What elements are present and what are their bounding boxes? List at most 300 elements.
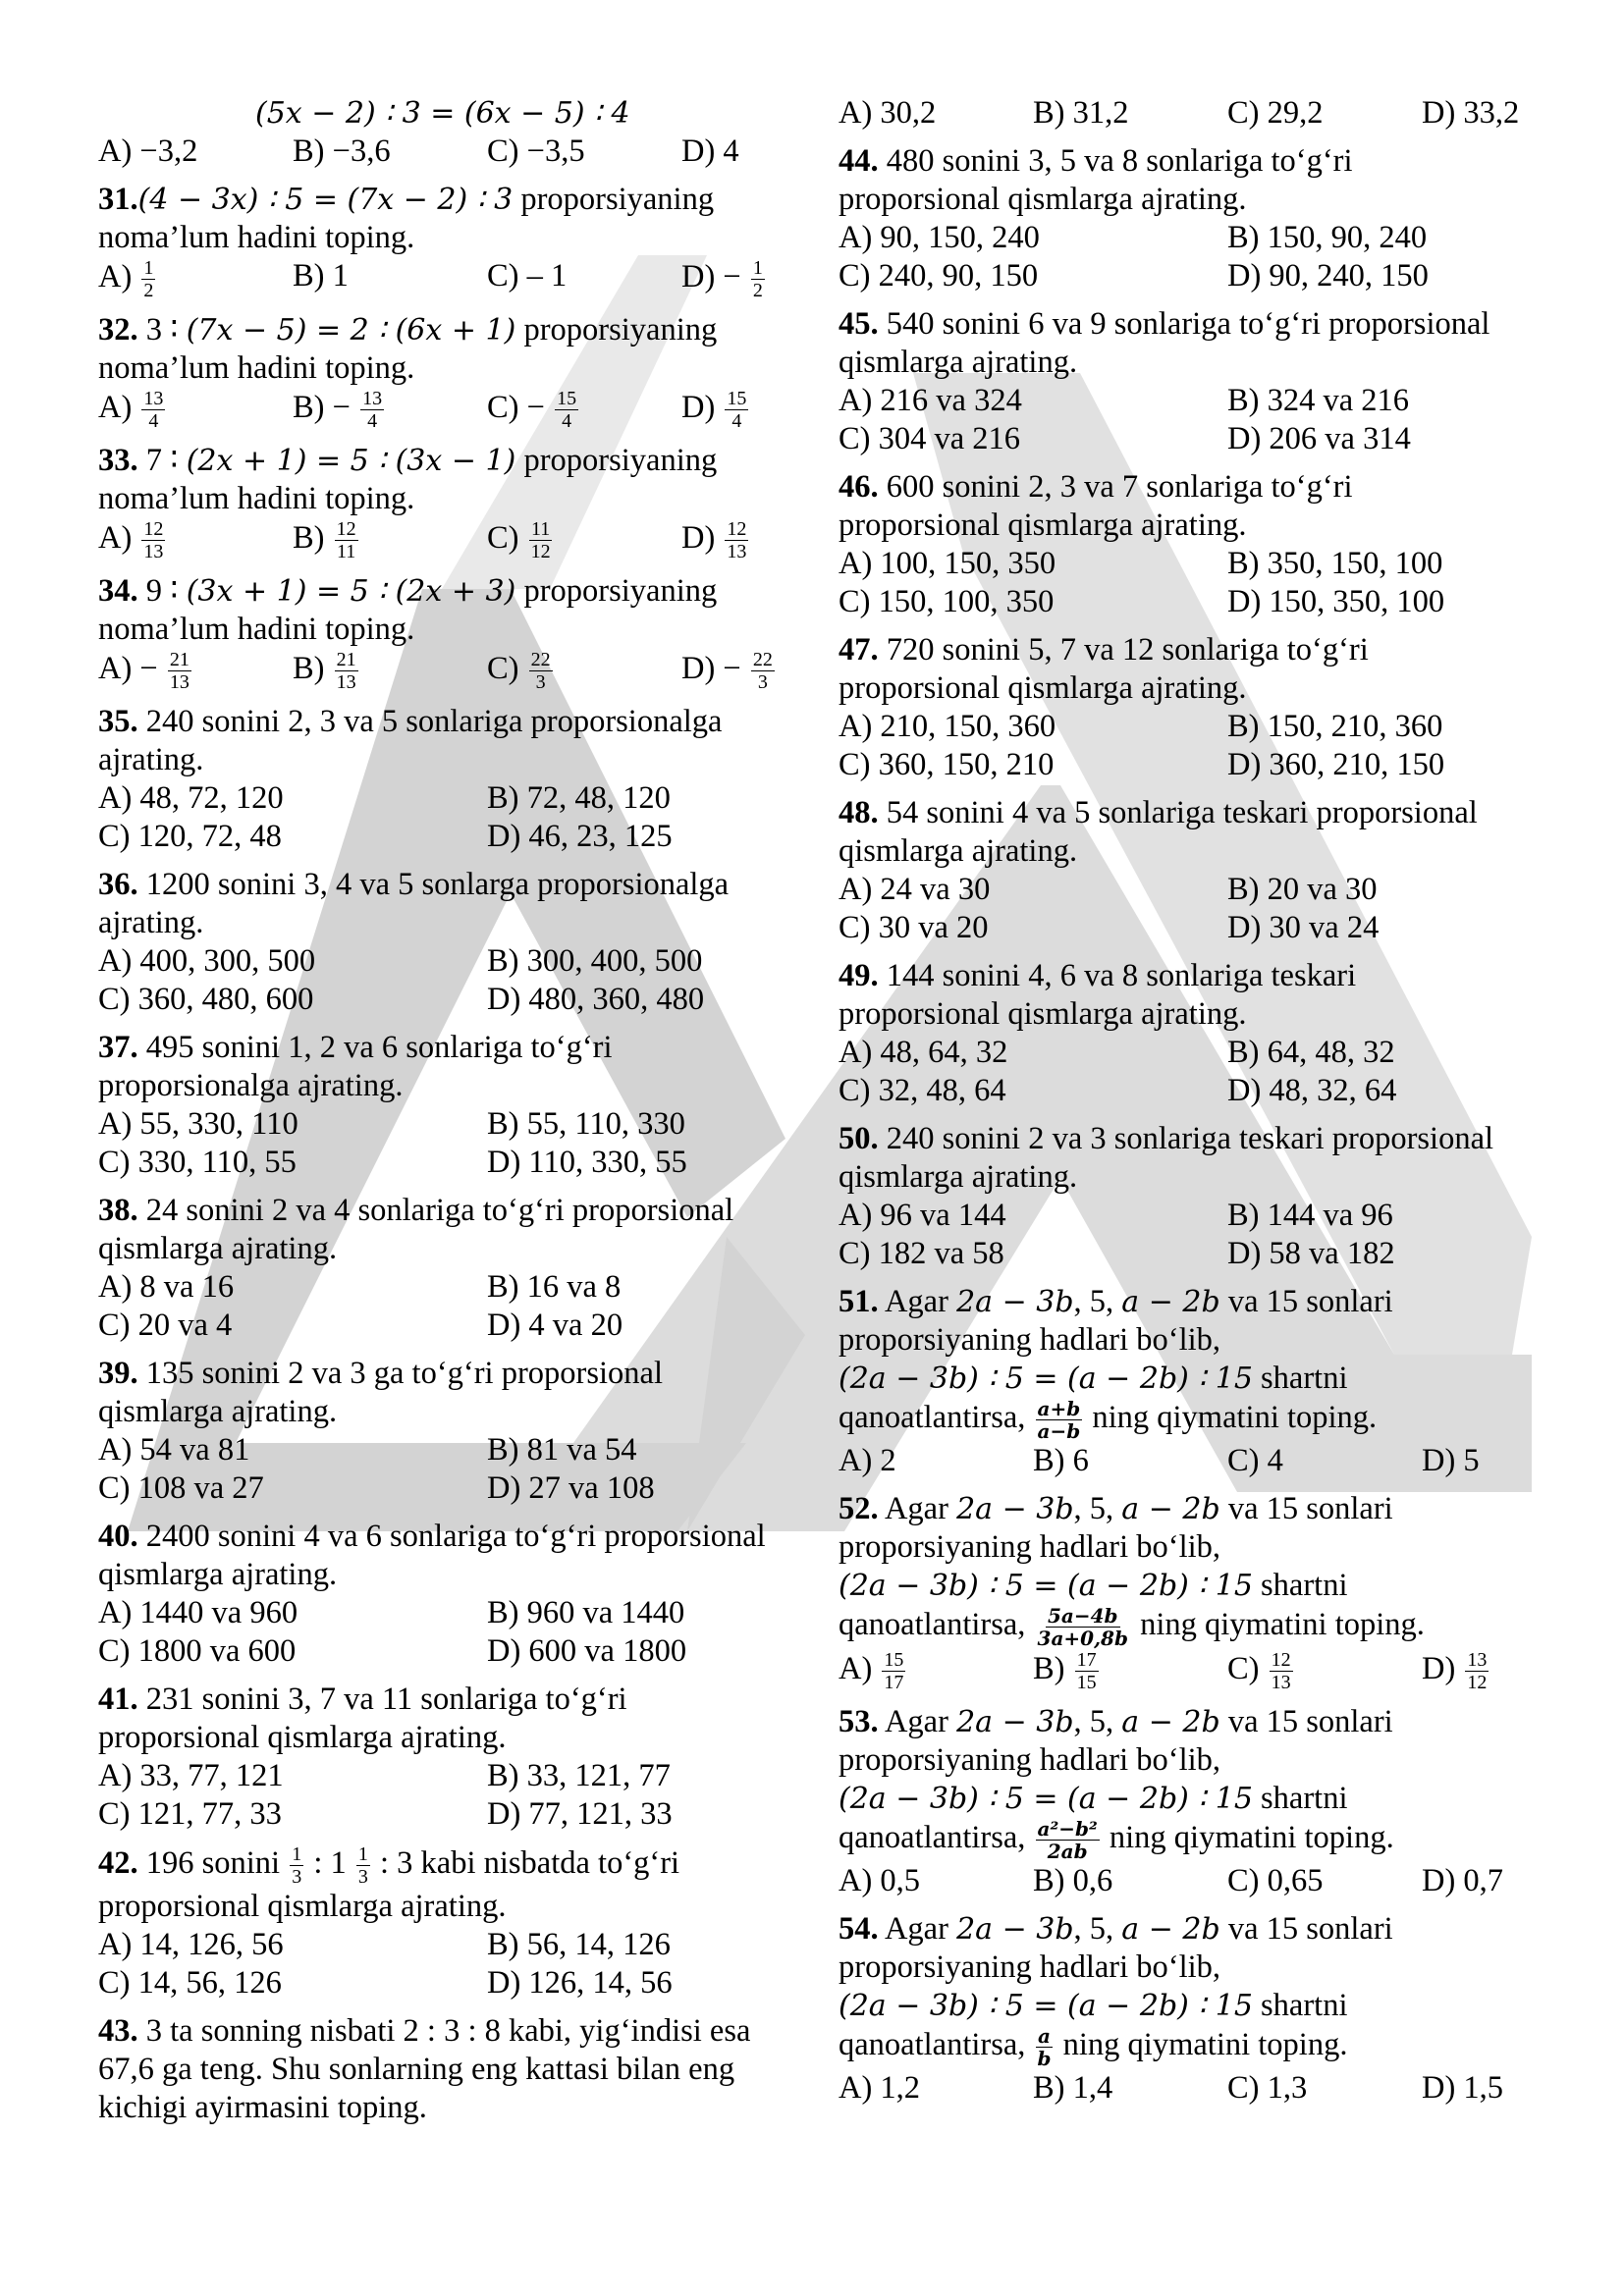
- answer-option[interactable]: [1227, 420, 1616, 458]
- problem-number: 45.: [839, 306, 879, 342]
- answer-option[interactable]: [487, 1964, 876, 2002]
- answer-option[interactable]: [98, 1926, 487, 1964]
- fraction: [335, 649, 358, 693]
- question-text: , 5,: [1073, 1491, 1122, 1526]
- answer-option[interactable]: [1227, 1072, 1616, 1110]
- condition-line: [839, 1360, 1526, 1398]
- answer-option[interactable]: [487, 1926, 876, 1964]
- answer-option[interactable]: [1227, 583, 1616, 621]
- question-line: [839, 1490, 1526, 1528]
- answer-option[interactable]: [1422, 1862, 1616, 1900]
- fraction-numerator: 12: [143, 518, 164, 540]
- answer-label: B) 324 va 216: [1227, 383, 1410, 418]
- problem-number: 52.: [839, 1491, 879, 1526]
- answer-option[interactable]: [98, 518, 293, 562]
- question-line: 67,6 ga teng. Shu sonlarning eng kattasi bilan eng: [98, 2052, 735, 2087]
- problem-number: 50.: [839, 1121, 879, 1156]
- answer-label: D) 30 va 24: [1227, 910, 1380, 945]
- question-line: [839, 2025, 1526, 2069]
- question-text: 2400 sonini 4 va 6 sonlariga to‘g‘ri proporsional: [137, 1519, 766, 1554]
- problem-number: 46.: [839, 469, 879, 505]
- answer-label: D) 600 va 1800: [487, 1633, 687, 1669]
- fraction-denominator: 3a+0,8b: [1037, 1627, 1128, 1650]
- answer-option[interactable]: [487, 257, 681, 301]
- answer-label: D): [1422, 1650, 1464, 1686]
- answer-option[interactable]: [1227, 382, 1616, 420]
- answer-option[interactable]: [98, 1795, 487, 1834]
- fraction-numerator: 13: [1467, 1649, 1488, 1671]
- answer-option[interactable]: [1033, 94, 1227, 133]
- answer-label: D) 150, 350, 100: [1227, 584, 1445, 619]
- answer-option[interactable]: [487, 981, 876, 1019]
- answer-option[interactable]: [839, 382, 1227, 420]
- answer-options: [839, 1442, 1526, 1480]
- answer-option[interactable]: [487, 818, 876, 856]
- problem-43: [98, 2012, 805, 2127]
- fraction-denominator: 3: [535, 671, 546, 693]
- answer-option[interactable]: [98, 1105, 487, 1144]
- question-line: qismlarga ajrating.: [98, 1394, 338, 1429]
- answer-option[interactable]: [98, 1431, 487, 1469]
- answer-option[interactable]: [1033, 2069, 1227, 2108]
- answer-option[interactable]: [839, 545, 1227, 583]
- answer-label: C) 182 va 58: [839, 1236, 1004, 1271]
- question-text: 495 sonini 1, 2 va 6 sonlariga to‘g‘ri: [137, 1030, 613, 1065]
- question-line: noma’lum hadini toping.: [98, 481, 415, 516]
- question-text: shartni: [1252, 1988, 1348, 2023]
- answer-option[interactable]: [98, 1307, 487, 1345]
- answer-option[interactable]: [1227, 871, 1616, 909]
- answer-option[interactable]: [293, 133, 487, 171]
- question-line: proporsional qismlarga ajrating.: [98, 1889, 507, 1924]
- answer-option[interactable]: [487, 1105, 876, 1144]
- answer-option[interactable]: [839, 257, 1227, 295]
- answer-label: B) 72, 48, 120: [487, 780, 671, 816]
- answer-option[interactable]: [487, 942, 876, 981]
- answer-label: C) 240, 90, 150: [839, 258, 1039, 294]
- fraction: [1075, 1649, 1099, 1693]
- problem-number: 54.: [839, 1911, 879, 1947]
- question-line: qismlarga ajrating.: [839, 345, 1078, 380]
- answer-option[interactable]: [487, 1469, 876, 1508]
- question-text: shartni: [1252, 1361, 1348, 1396]
- question-text: ning qiymatini toping.: [1055, 2026, 1348, 2062]
- answer-label: C): [1227, 1650, 1268, 1686]
- problem-number: 42.: [98, 1844, 138, 1881]
- answer-label: D) 480, 360, 480: [487, 982, 705, 1017]
- answer-label: C) 150, 100, 350: [839, 584, 1055, 619]
- answer-option[interactable]: [98, 779, 487, 818]
- question-line: [839, 1605, 1526, 1649]
- question-text: va 15 sonlari: [1219, 1704, 1393, 1739]
- answer-label: C) −3,5: [487, 133, 585, 169]
- math-expression: 2a − 3b: [956, 1705, 1074, 1739]
- fraction-denominator: a−b: [1037, 1419, 1081, 1443]
- condition-line: [839, 1987, 1526, 2025]
- answer-options: [98, 1105, 805, 1182]
- answer-option[interactable]: [487, 1632, 876, 1671]
- question-text: va 15 sonlari: [1219, 1911, 1393, 1947]
- question-line: noma’lum hadini toping.: [98, 612, 415, 647]
- answer-option[interactable]: [1227, 1862, 1422, 1900]
- answer-option[interactable]: [98, 1632, 487, 1671]
- answer-options: [98, 649, 805, 693]
- answer-options: [98, 518, 805, 562]
- answer-label: C) 330, 110, 55: [98, 1145, 297, 1180]
- fraction-numerator: 13: [143, 388, 164, 409]
- question-line: [839, 631, 1526, 669]
- answer-option[interactable]: [1227, 1649, 1422, 1693]
- answer-label: D) 27 va 108: [487, 1470, 655, 1506]
- problem-number: 34.: [98, 573, 138, 609]
- fraction-denominator: 4: [367, 410, 378, 432]
- answer-label: B) 1: [293, 258, 349, 294]
- question-line: qismlarga ajrating.: [839, 833, 1078, 869]
- answer-option[interactable]: [1227, 1197, 1616, 1235]
- answer-label: A) 0,5: [839, 1863, 921, 1898]
- question-text: 240 sonini 2 va 3 sonlariga teskari proporsional: [878, 1121, 1494, 1156]
- answer-label: A) 8 va 16: [98, 1269, 235, 1305]
- answer-label: D) 110, 330, 55: [487, 1145, 687, 1180]
- answer-label: B): [293, 519, 333, 556]
- question-text: 3 ∶: [137, 312, 187, 347]
- answer-options: [839, 1197, 1526, 1273]
- answer-label: B) 55, 110, 330: [487, 1106, 685, 1142]
- fraction: [335, 518, 358, 562]
- answer-label: A) 1440 va 960: [98, 1595, 298, 1630]
- answer-label: B) 6: [1033, 1443, 1089, 1478]
- fraction: [141, 388, 165, 432]
- answer-option[interactable]: [293, 649, 487, 693]
- answer-option[interactable]: [1227, 1034, 1616, 1072]
- problem-number: 43.: [98, 2013, 138, 2049]
- answer-label: A) 54 va 81: [98, 1432, 250, 1468]
- answer-label: A) 48, 64, 32: [839, 1035, 1008, 1070]
- answer-option[interactable]: [487, 1431, 876, 1469]
- fraction-numerator: 1: [752, 257, 763, 279]
- answer-label: C) – 1: [487, 258, 568, 294]
- fraction: [1036, 2025, 1054, 2069]
- answer-option[interactable]: [1033, 1649, 1227, 1693]
- answer-option[interactable]: [98, 257, 293, 301]
- question-line: [98, 181, 805, 219]
- answer-option[interactable]: [487, 388, 681, 432]
- answer-option[interactable]: [1227, 746, 1616, 784]
- answer-label: B) 350, 150, 100: [1227, 546, 1443, 581]
- answer-option[interactable]: [1227, 1235, 1616, 1273]
- answer-option[interactable]: [293, 257, 487, 301]
- fraction-numerator: 13: [362, 388, 383, 409]
- answer-option[interactable]: [1033, 1442, 1227, 1480]
- fraction-numerator: 12: [727, 518, 747, 540]
- answer-option[interactable]: [98, 942, 487, 981]
- question-line: [839, 1910, 1526, 1949]
- fraction-numerator: a: [1038, 2024, 1052, 2048]
- question-line: [98, 94, 805, 133]
- answer-option[interactable]: [98, 649, 293, 693]
- answer-option[interactable]: [839, 746, 1227, 784]
- question-text: 3 ta sonning nisbati 2 : 3 : 8 kabi, yig‘indisi esa: [137, 2013, 751, 2049]
- question-line: [839, 1283, 1526, 1321]
- answer-label: C) 360, 480, 600: [98, 982, 314, 1017]
- question-line: [839, 1398, 1526, 1442]
- answer-option[interactable]: [1033, 1862, 1227, 1900]
- question-text: va 15 sonlari: [1219, 1491, 1393, 1526]
- answer-label: A) 24 va 30: [839, 872, 991, 907]
- question-line: [839, 468, 1526, 507]
- answer-option[interactable]: [839, 1034, 1227, 1072]
- math-expression: (3x + 1) = 5 ∶ (2x + 3): [186, 574, 516, 609]
- answer-option[interactable]: [1422, 1442, 1616, 1480]
- question-line: qismlarga ajrating.: [98, 1231, 338, 1266]
- fraction: [356, 1843, 370, 1888]
- answer-label: B) 150, 90, 240: [1227, 220, 1428, 255]
- answer-options: [98, 133, 805, 171]
- question-line: proporsionalga ajrating.: [98, 1068, 404, 1103]
- answer-option[interactable]: [1422, 1649, 1616, 1693]
- answer-option[interactable]: [98, 1469, 487, 1508]
- answer-option[interactable]: [487, 1757, 876, 1795]
- fraction-numerator: 17: [1076, 1649, 1097, 1671]
- question-text: 54 sonini 4 va 5 sonlariga teskari proporsional: [878, 795, 1478, 830]
- answer-option[interactable]: [839, 1862, 1033, 1900]
- answer-label: A): [839, 1650, 881, 1686]
- answer-label: C) 1800 va 600: [98, 1633, 297, 1669]
- answer-label: D) −: [681, 258, 749, 294]
- answer-option[interactable]: [839, 1072, 1227, 1110]
- question-line: [98, 572, 805, 611]
- question-line: ajrating.: [98, 742, 204, 777]
- question-text: 196 sonini: [137, 1844, 289, 1881]
- fraction: [1036, 1818, 1100, 1862]
- question-text: : 3 kabi nisbatda to‘g‘ri: [371, 1844, 680, 1881]
- answer-option[interactable]: [839, 219, 1227, 257]
- question-line: proporsiyaning hadlari bo‘lib,: [839, 1742, 1221, 1778]
- answer-option[interactable]: [1227, 219, 1616, 257]
- answer-option[interactable]: [487, 1144, 876, 1182]
- answer-option[interactable]: [839, 1442, 1033, 1480]
- fraction: [1036, 1605, 1130, 1649]
- problem-number: 32.: [98, 312, 138, 347]
- fraction-denominator: 15: [1076, 1672, 1097, 1693]
- answer-option[interactable]: [839, 871, 1227, 909]
- math-expression: (4 − 3x) ∶ 5 = (7x − 2) ∶ 3: [137, 183, 514, 217]
- answer-label: A) 90, 150, 240: [839, 220, 1040, 255]
- answer-options: [98, 942, 805, 1019]
- problem-number: 40.: [98, 1519, 138, 1554]
- problem-number: 38.: [98, 1193, 138, 1228]
- question-text: , 5,: [1073, 1284, 1122, 1319]
- answer-label: A) 1,2: [839, 2070, 921, 2106]
- answer-option[interactable]: [839, 708, 1227, 746]
- answer-option[interactable]: [1227, 708, 1616, 746]
- answer-options: [98, 1594, 805, 1671]
- answer-option[interactable]: [98, 1268, 487, 1307]
- answer-label: A) 96 va 144: [839, 1198, 1006, 1233]
- answer-label: A) 2: [839, 1443, 896, 1478]
- fraction: [529, 649, 553, 693]
- answer-option[interactable]: [839, 909, 1227, 947]
- problem-number: 41.: [98, 1682, 138, 1717]
- answer-option[interactable]: [839, 1235, 1227, 1273]
- answer-label: B) −: [293, 389, 359, 425]
- answer-option[interactable]: [839, 2069, 1033, 2108]
- answer-label: D) 58 va 182: [1227, 1236, 1395, 1271]
- answer-label: C) 14, 56, 126: [98, 1965, 282, 2001]
- answer-label: B) 64, 48, 32: [1227, 1035, 1395, 1070]
- problem-46: [839, 468, 1526, 621]
- question-line: [98, 1681, 805, 1719]
- problem-36: [98, 866, 805, 1019]
- answer-options: [839, 1649, 1526, 1693]
- answer-option[interactable]: [293, 388, 487, 432]
- answer-option[interactable]: [487, 1268, 876, 1307]
- answer-label: C): [487, 519, 527, 556]
- fraction-numerator: 22: [530, 649, 551, 670]
- answer-option[interactable]: [1227, 94, 1422, 133]
- answer-option[interactable]: [1227, 909, 1616, 947]
- answer-label: A) −: [98, 650, 166, 686]
- question-text: proporsiyaning: [515, 312, 718, 347]
- answer-label: C) 360, 150, 210: [839, 747, 1055, 782]
- answer-label: B) −3,6: [293, 133, 391, 169]
- math-expression: 2a − 3b: [956, 1912, 1074, 1947]
- fraction: [141, 518, 165, 562]
- question-line: [98, 1192, 805, 1230]
- answer-option[interactable]: [98, 1964, 487, 2002]
- fraction-denominator: 4: [562, 410, 572, 432]
- question-text: , 5,: [1073, 1704, 1122, 1739]
- answer-label: A) 100, 150, 350: [839, 546, 1056, 581]
- problem-number: 53.: [839, 1704, 879, 1739]
- fraction: [360, 388, 384, 432]
- problem-number: 44.: [839, 143, 879, 179]
- answer-options: [839, 382, 1526, 458]
- fraction-numerator: 12: [336, 518, 356, 540]
- answer-option[interactable]: [487, 1795, 876, 1834]
- answer-option[interactable]: [98, 133, 293, 171]
- fraction: [1270, 1649, 1293, 1693]
- problem-42: [98, 1843, 805, 2002]
- answer-option[interactable]: [1227, 1442, 1422, 1480]
- answer-label: C) 32, 48, 64: [839, 1073, 1006, 1108]
- answer-label: A): [98, 519, 140, 556]
- answer-options: [98, 257, 805, 301]
- question-line: qismlarga ajrating.: [98, 1557, 338, 1592]
- question-text: 540 sonini 6 va 9 sonlariga to‘g‘ri proporsional: [878, 306, 1490, 342]
- fraction-denominator: 13: [727, 541, 747, 562]
- answer-option[interactable]: [1227, 257, 1616, 295]
- answer-option[interactable]: [487, 1594, 876, 1632]
- fraction-denominator: 3: [292, 1866, 302, 1888]
- answer-label: D) 4: [681, 133, 739, 169]
- fraction-denominator: 12: [530, 541, 551, 562]
- answer-label: D) 77, 121, 33: [487, 1796, 673, 1832]
- question-line: noma’lum hadini toping.: [98, 220, 415, 255]
- answer-label: B) 0,6: [1033, 1863, 1113, 1898]
- fraction-denominator: 4: [731, 410, 742, 432]
- answer-options: [98, 1431, 805, 1508]
- answer-option[interactable]: [98, 1594, 487, 1632]
- question-line: proporsional qismlarga ajrating.: [839, 182, 1247, 217]
- answer-option[interactable]: [839, 94, 1033, 133]
- fraction: [1465, 1649, 1489, 1693]
- fraction-denominator: 2ab: [1047, 1840, 1088, 1863]
- fraction-denominator: 4: [148, 410, 159, 432]
- problem-33: [98, 442, 805, 562]
- question-line: proporsiyaning hadlari bo‘lib,: [839, 1529, 1221, 1565]
- answer-label: A) 33, 77, 121: [98, 1758, 284, 1793]
- question-line: proporsional qismlarga ajrating.: [839, 670, 1247, 706]
- problem-48: [839, 794, 1526, 947]
- answer-option[interactable]: [487, 518, 681, 562]
- fraction: [725, 388, 748, 432]
- answer-option[interactable]: [1227, 545, 1616, 583]
- answer-label: D) 360, 210, 150: [1227, 747, 1445, 782]
- fraction-denominator: b: [1037, 2047, 1052, 2070]
- answer-label: A): [98, 258, 140, 294]
- condition-line: [839, 1567, 1526, 1605]
- answer-option[interactable]: [487, 649, 681, 693]
- question-line: [98, 1843, 805, 1888]
- answer-label: B) 300, 400, 500: [487, 943, 703, 979]
- answer-option[interactable]: [1422, 94, 1616, 133]
- question-text: 24 sonini 2 va 4 sonlariga to‘g‘ri proporsional: [137, 1193, 734, 1228]
- problem-39: [98, 1355, 805, 1508]
- answer-options: [839, 871, 1526, 947]
- fraction-denominator: 13: [143, 541, 164, 562]
- answer-option[interactable]: [839, 420, 1227, 458]
- answer-option[interactable]: [293, 518, 487, 562]
- question-text: 240 sonini 2, 3 va 5 sonlariga proporsionalga: [137, 704, 723, 739]
- answer-option[interactable]: [1227, 2069, 1422, 2108]
- answer-option[interactable]: [98, 1144, 487, 1182]
- question-line: [839, 794, 1526, 832]
- answer-option[interactable]: [98, 388, 293, 432]
- problem-32: [98, 311, 805, 432]
- answer-option[interactable]: [487, 1307, 876, 1345]
- fraction: [725, 518, 748, 562]
- question-text: 600 sonini 2, 3 va 7 sonlariga to‘g‘ri: [878, 469, 1353, 505]
- fraction: [882, 1649, 905, 1693]
- answer-label: D) 126, 14, 56: [487, 1965, 673, 2001]
- answer-option[interactable]: [839, 1197, 1227, 1235]
- answer-option[interactable]: [1422, 2069, 1616, 2108]
- answer-options: [839, 1862, 1526, 1900]
- question-line: [98, 1355, 805, 1393]
- question-line: qismlarga ajrating.: [839, 1159, 1078, 1195]
- answer-option[interactable]: [98, 1757, 487, 1795]
- answer-option[interactable]: [98, 818, 487, 856]
- problem-37: [98, 1029, 805, 1182]
- math-expression: a − 2b: [1121, 1705, 1220, 1739]
- question-text: Agar: [878, 1704, 957, 1739]
- answer-option[interactable]: [839, 1649, 1033, 1693]
- fraction-numerator: 21: [336, 649, 356, 670]
- fraction-numerator: 11: [530, 518, 551, 540]
- question-text: proporsiyaning: [515, 443, 718, 478]
- answer-option[interactable]: [487, 779, 876, 818]
- fraction: [529, 518, 553, 562]
- fraction: [555, 388, 578, 432]
- answer-option[interactable]: [839, 583, 1227, 621]
- answer-option[interactable]: [487, 133, 681, 171]
- question-text: 480 sonini 3, 5 va 8 sonlariga to‘g‘ri: [878, 143, 1353, 179]
- answer-option[interactable]: [98, 981, 487, 1019]
- problem-31: [98, 181, 805, 301]
- question-text: ning qiymatini toping.: [1084, 1399, 1378, 1435]
- fraction-denominator: 13: [169, 671, 189, 693]
